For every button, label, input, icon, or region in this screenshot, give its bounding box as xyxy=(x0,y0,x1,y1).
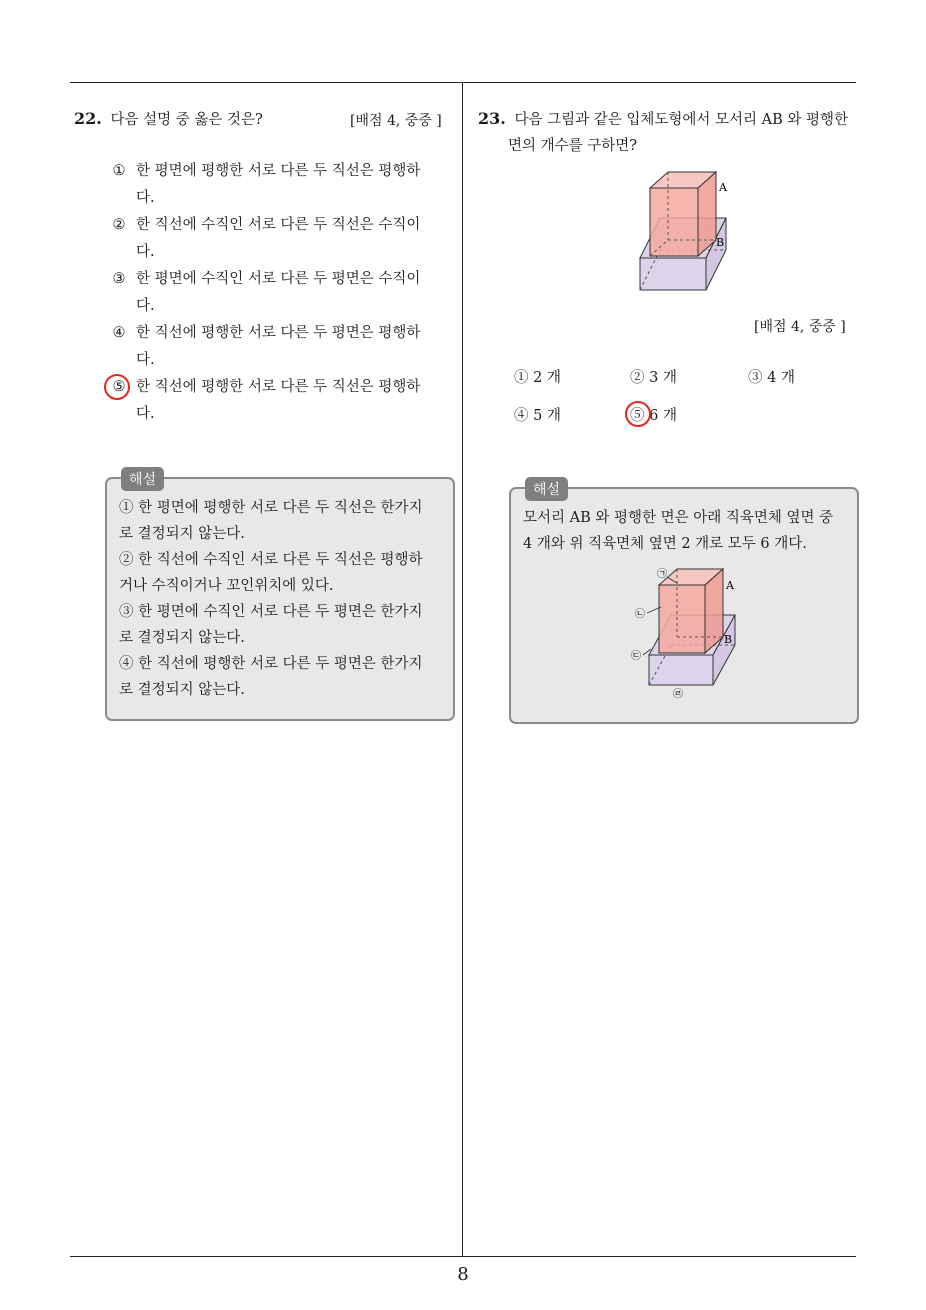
lower-box-front xyxy=(649,655,713,685)
page-number: 8 xyxy=(457,1264,469,1285)
choice-marker: ① xyxy=(112,163,126,179)
choice-marker: ② xyxy=(112,217,126,233)
q22-header xyxy=(74,106,263,133)
option-marker: ④ xyxy=(514,408,529,424)
choice-marker: ③ xyxy=(112,271,126,287)
q22-choice-2[interactable] xyxy=(108,212,448,266)
choice-text-cont: 다. xyxy=(136,352,155,368)
choice-text-cont: 다. xyxy=(136,406,155,422)
choice-text: 한 직선에 수직인 서로 다른 두 직선은 수직이 xyxy=(136,217,421,233)
option-text: 4 개 xyxy=(767,370,795,386)
option-text: 3 개 xyxy=(649,370,677,386)
top-rule xyxy=(70,82,856,83)
option-marker: ③ xyxy=(748,370,763,386)
option-marker: ② xyxy=(630,370,645,386)
choice-marker: ④ xyxy=(112,325,126,341)
q23-solution-text xyxy=(523,505,845,557)
label-a: A xyxy=(719,181,727,194)
option-text: 6 개 xyxy=(649,408,677,424)
solution-line: ③ 한 평면에 수직인 서로 다른 두 평면은 한가지 xyxy=(119,604,423,620)
q22-choice-1[interactable] xyxy=(108,158,448,212)
upper-box-front xyxy=(659,585,705,653)
choice-marker: ⑤ xyxy=(112,379,126,395)
q22-answer-circle xyxy=(104,374,130,400)
solution-line: 로 결정되지 않는다. xyxy=(119,630,245,646)
q22-choices xyxy=(108,158,448,428)
label-a: A xyxy=(726,579,734,592)
bottom-rule xyxy=(70,1256,856,1257)
q23-option-4[interactable] xyxy=(514,404,561,425)
q23-points: [배점 4, 중중 ] xyxy=(754,319,846,335)
q23-option-2[interactable] xyxy=(630,366,677,387)
face-marker-3: ㉢ xyxy=(631,651,641,662)
option-marker: ① xyxy=(514,370,529,386)
solution-line: 4 개와 위 직육면체 옆면 2 개로 모두 6 개다. xyxy=(523,536,807,552)
q22-solution-box xyxy=(105,472,455,721)
solution-line: 로 결정되지 않는다. xyxy=(119,526,245,542)
q23-question-line1: 다음 그림과 같은 입체도형에서 모서리 AB 와 평행한 xyxy=(514,112,848,128)
option-text: 5 개 xyxy=(533,408,561,424)
solution-line: ② 한 직선에 수직인 서로 다른 두 직선은 평행하 xyxy=(119,552,423,568)
solution-line: ④ 한 직선에 평행한 서로 다른 두 평면은 한가지 xyxy=(119,656,423,672)
solution-line: 모서리 AB 와 평행한 면은 아래 직육면체 옆면 중 xyxy=(523,510,834,526)
q22-choice-5[interactable] xyxy=(108,374,448,428)
q23-option-1[interactable] xyxy=(514,366,561,387)
q23-solution-figure xyxy=(627,563,751,703)
choice-text-cont: 다. xyxy=(136,298,155,314)
q22-solution-text xyxy=(119,495,441,703)
choice-text-cont: 다. xyxy=(136,190,155,206)
option-text: 2 개 xyxy=(533,370,561,386)
q22-choice-3[interactable] xyxy=(108,266,448,320)
upper-box-front xyxy=(650,188,698,256)
q22-choice-4[interactable] xyxy=(108,320,448,374)
solution-tab: 해설 xyxy=(121,467,164,491)
solution-line: 거나 수직이거나 꼬인위치에 있다. xyxy=(119,578,334,594)
q22-question: 다음 설명 중 옳은 것은? xyxy=(110,112,263,128)
q23-solid-figure xyxy=(630,164,740,296)
q23-solution-box xyxy=(509,482,859,724)
solution-line: ① 한 평면에 평행한 서로 다른 두 직선은 한가지 xyxy=(119,500,423,516)
q23-answer-circle xyxy=(625,401,651,427)
face-marker-1: ㉠ xyxy=(657,569,667,580)
choice-text: 한 평면에 수직인 서로 다른 두 평면은 수직이 xyxy=(136,271,421,287)
solution-line: 로 결정되지 않는다. xyxy=(119,682,245,698)
face-marker-4: ㉣ xyxy=(673,689,683,700)
label-b: B xyxy=(724,633,733,646)
q23-number: 23. xyxy=(478,109,506,128)
q22-number: 22. xyxy=(74,109,102,128)
q23-option-3[interactable] xyxy=(748,366,795,387)
choice-text: 한 직선에 평행한 서로 다른 두 직선은 평행하 xyxy=(136,379,421,395)
column-divider xyxy=(462,82,463,1257)
option-marker: ⑤ xyxy=(630,408,645,424)
solution-tab: 해설 xyxy=(525,477,568,501)
face-marker-2: ㉡ xyxy=(635,609,645,620)
q23-question-line2: 면의 개수를 구하면? xyxy=(508,138,638,154)
lower-box-front xyxy=(640,258,706,290)
choice-text: 한 직선에 평행한 서로 다른 두 평면은 평행하 xyxy=(136,325,421,341)
label-b: B xyxy=(716,236,725,249)
choice-text-cont: 다. xyxy=(136,244,155,260)
q22-points: [배점 4, 중중 ] xyxy=(350,113,442,129)
q23-header xyxy=(478,106,862,159)
choice-text: 한 평면에 평행한 서로 다른 두 직선은 평행하 xyxy=(136,163,421,179)
